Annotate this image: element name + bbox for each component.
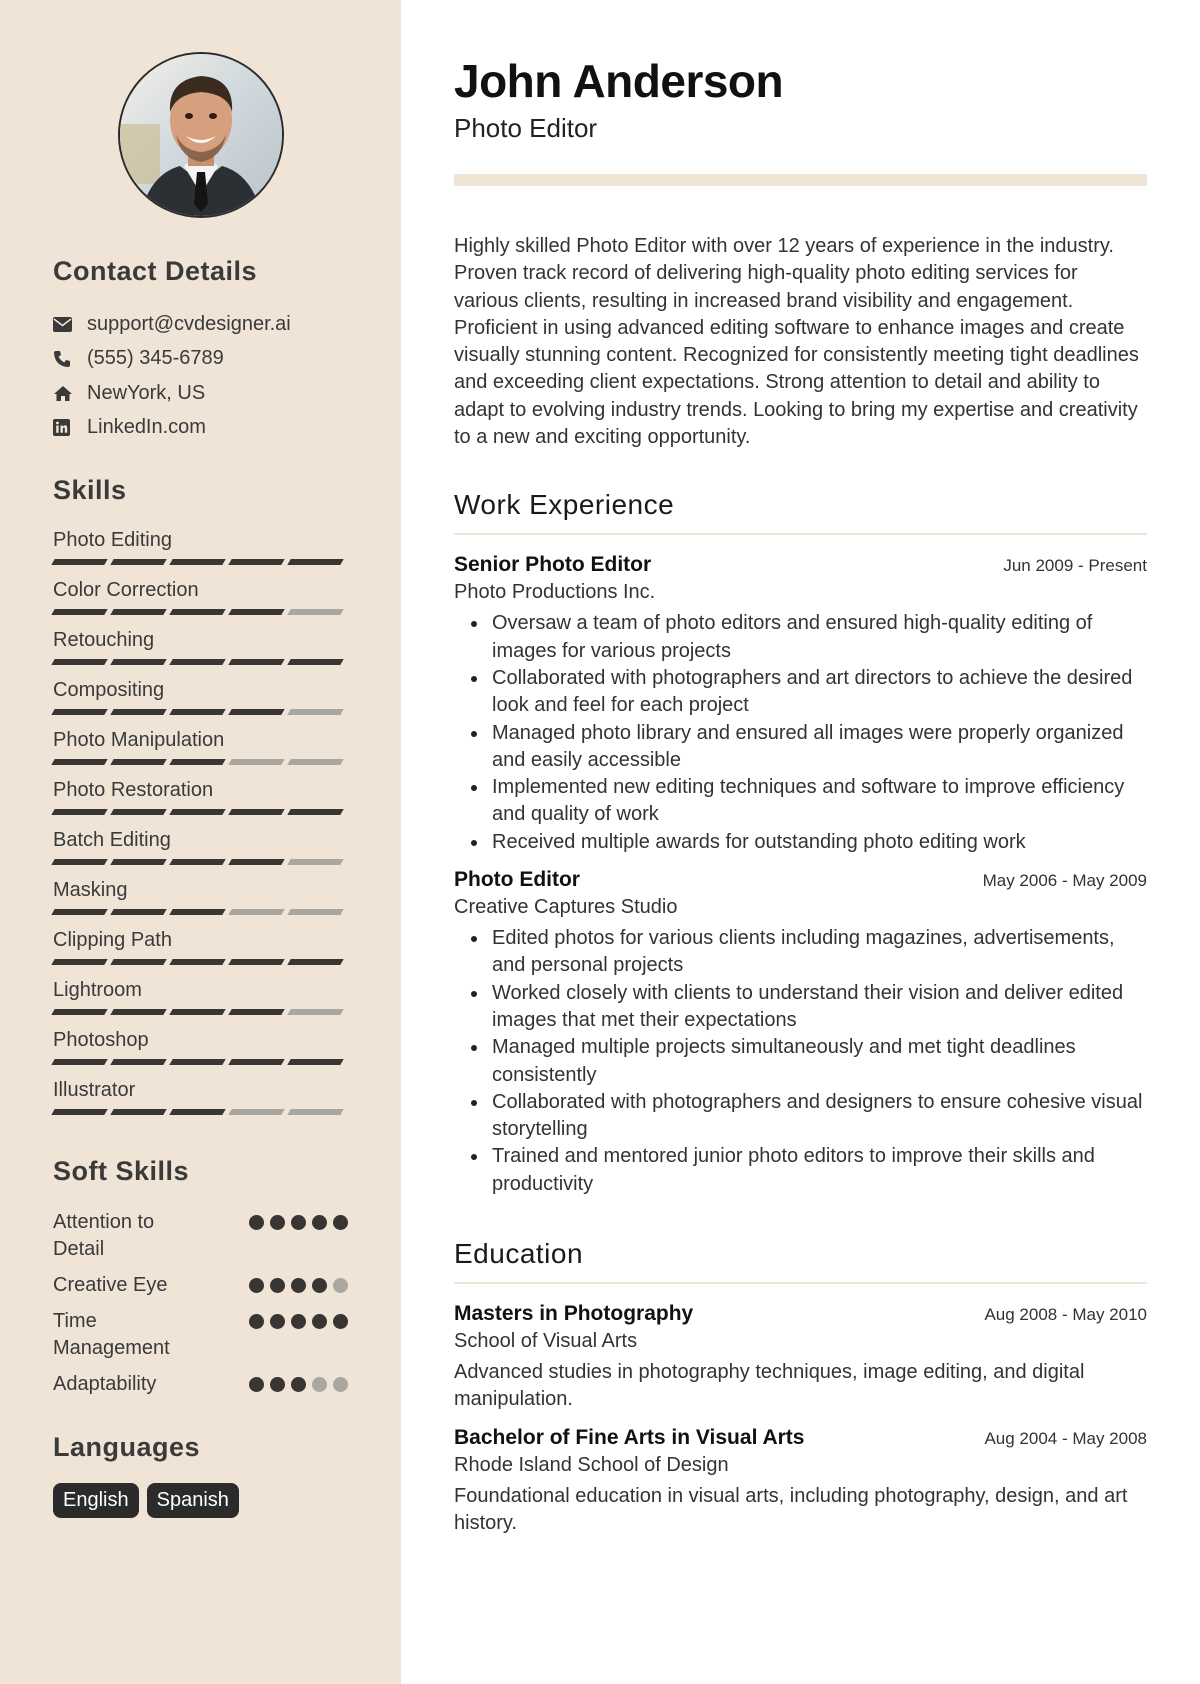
contact-linkedin-text: LinkedIn.com <box>87 416 206 439</box>
education-degree: Bachelor of Fine Arts in Visual Arts <box>454 1425 805 1449</box>
soft-skill-rating <box>249 1371 348 1392</box>
job-bullet: Collaborated with photographers and designers to ensure cohesive visual storytelling <box>454 1089 1147 1144</box>
contact-phone-text: (555) 345-6789 <box>87 347 224 370</box>
rating-dot <box>249 1215 264 1230</box>
skill-level-segment <box>228 809 284 815</box>
skill-level-bar <box>53 609 348 615</box>
soft-skill-rating <box>249 1308 348 1329</box>
skill-name: Illustrator <box>53 1079 136 1101</box>
job-bullet: Edited photos for various clients including magazines, advertisements, and personal projects <box>454 925 1147 980</box>
skill-level-segment <box>51 709 107 715</box>
skill-level-segment <box>287 1059 343 1065</box>
skill-item <box>53 978 348 1028</box>
skill-level-segment <box>228 959 284 965</box>
skill-level-bar <box>53 1059 348 1065</box>
language-list <box>53 1483 348 1518</box>
home-icon <box>53 385 87 402</box>
contact-list <box>53 307 348 445</box>
rating-dot <box>249 1278 264 1293</box>
skill-level-bar <box>53 859 348 865</box>
soft-skill-name-line: Adaptability <box>53 1373 157 1395</box>
skill-name: Retouching <box>53 629 155 651</box>
skill-name: Photoshop <box>53 1029 149 1051</box>
portrait-illustration <box>120 54 282 216</box>
contact-email-text: support@cvdesigner.ai <box>87 312 291 335</box>
job-company: Creative Captures Studio <box>454 896 678 919</box>
skill-name: Photo Restoration <box>53 779 214 801</box>
skill-level-segment <box>287 809 343 815</box>
skill-level-segment <box>287 909 343 915</box>
skill-level-segment <box>169 1059 225 1065</box>
linkedin-icon <box>53 419 87 436</box>
rating-dot <box>333 1314 348 1329</box>
skill-level-segment <box>110 759 166 765</box>
skill-level-segment <box>51 859 107 865</box>
envelope-icon <box>53 317 87 332</box>
soft-skill-item <box>53 1272 348 1299</box>
soft-skill-name-line: Attention to <box>53 1211 155 1233</box>
skill-level-segment <box>169 809 225 815</box>
skill-level-segment <box>51 959 107 965</box>
rating-dot <box>333 1278 348 1293</box>
contact-location-text: NewYork, US <box>87 381 206 404</box>
skill-level-segment <box>110 609 166 615</box>
skill-level-segment <box>169 1009 225 1015</box>
skill-level-segment <box>287 759 343 765</box>
skill-level-segment <box>51 1109 107 1115</box>
skill-list <box>53 528 348 1128</box>
education-description: Advanced studies in photography techniques, image editing, and digital manipulation. <box>454 1361 1085 1411</box>
rating-dot <box>333 1377 348 1392</box>
soft-skill-name <box>53 1209 233 1263</box>
job-dates: Jun 2009 - Present <box>1003 556 1147 576</box>
skill-level-segment <box>287 859 343 865</box>
skill-level-segment <box>110 659 166 665</box>
rating-dot <box>270 1314 285 1329</box>
contact-phone[interactable] <box>53 342 348 377</box>
work-experience-heading: Work Experience <box>454 489 675 521</box>
skill-level-segment <box>228 909 284 915</box>
skill-level-segment <box>287 959 343 965</box>
skill-name: Lightroom <box>53 979 142 1001</box>
skill-item <box>53 928 348 978</box>
skill-level-bar <box>53 659 348 665</box>
candidate-name: John Anderson <box>454 55 784 107</box>
skill-level-segment <box>228 1109 284 1115</box>
skill-level-segment <box>169 659 225 665</box>
job-bullet: Implemented new editing techniques and software to improve efficiency and quality of work <box>454 774 1147 829</box>
skill-level-segment <box>287 709 343 715</box>
job-bullet: Managed multiple projects simultaneously and met tight deadlines consistently <box>454 1034 1147 1089</box>
rating-dot <box>249 1377 264 1392</box>
header-divider <box>454 174 1147 186</box>
job-header <box>454 868 1147 892</box>
skill-level-bar <box>53 1009 348 1015</box>
skill-level-segment <box>169 559 225 565</box>
skill-item <box>53 728 348 778</box>
education-divider <box>454 1282 1147 1284</box>
skill-level-segment <box>51 1059 107 1065</box>
soft-skill-name-line: Creative Eye <box>53 1274 168 1296</box>
job-company: Photo Productions Inc. <box>454 581 656 604</box>
work-experience-list <box>454 553 1147 1198</box>
skill-level-segment <box>228 1009 284 1015</box>
skill-level-segment <box>228 859 284 865</box>
soft-skills-heading: Soft Skills <box>53 1156 190 1186</box>
skill-level-segment <box>169 759 225 765</box>
skill-name: Color Correction <box>53 579 199 601</box>
job-entry <box>454 868 1147 1198</box>
skill-level-segment <box>228 1059 284 1065</box>
skill-level-segment <box>110 809 166 815</box>
skill-level-segment <box>228 759 284 765</box>
skill-level-bar <box>53 1109 348 1115</box>
skill-level-segment <box>287 1009 343 1015</box>
skill-level-segment <box>169 1109 225 1115</box>
education-dates: Aug 2008 - May 2010 <box>984 1305 1147 1325</box>
skill-item <box>53 578 348 628</box>
skill-item <box>53 628 348 678</box>
main-content <box>401 0 1200 1684</box>
soft-skills-list <box>53 1209 348 1398</box>
skill-level-segment <box>110 959 166 965</box>
skill-level-segment <box>51 809 107 815</box>
job-bullet: Oversaw a team of photo editors and ensured high-quality editing of images for various projects <box>454 610 1147 665</box>
skill-level-segment <box>51 759 107 765</box>
skill-level-segment <box>51 909 107 915</box>
profile-photo-wrapper <box>53 0 348 218</box>
education-entry <box>454 1302 1147 1414</box>
job-dates: May 2006 - May 2009 <box>982 871 1147 891</box>
soft-skill-rating <box>249 1209 348 1230</box>
rating-dot <box>270 1215 285 1230</box>
language-badge: English <box>53 1483 139 1518</box>
profile-summary: Highly skilled Photo Editor with over 12 years of experience in the industry. Proven track record of delivering high-quality photo editing services for various clients, resulting in increased brand visibility and engagement. Proficient in using advanced editing software to enhance images and create visually stunning content. Recognized for consistently meeting tight deadlines and exceeding client expectations. Strong attention to detail and ability to adapt to evolving industry trends. Looking to bring my expertise and creativity to a new and exciting opportunity. <box>454 235 1139 449</box>
education-header <box>454 1426 1147 1450</box>
education-school: School of Visual Arts <box>454 1330 638 1353</box>
skill-item <box>53 778 348 828</box>
education-heading: Education <box>454 1238 584 1270</box>
profile-photo <box>118 52 284 218</box>
education-degree: Masters in Photography <box>454 1302 694 1326</box>
skill-level-segment <box>228 559 284 565</box>
skill-level-bar <box>53 959 348 965</box>
skill-level-segment <box>169 959 225 965</box>
skill-level-segment <box>110 1109 166 1115</box>
rating-dot <box>270 1278 285 1293</box>
soft-skill-name <box>53 1371 233 1398</box>
skill-level-segment <box>228 709 284 715</box>
sidebar <box>0 0 401 1684</box>
soft-skill-name <box>53 1272 233 1299</box>
skill-level-segment <box>110 709 166 715</box>
skill-level-segment <box>287 1109 343 1115</box>
rating-dot <box>312 1215 327 1230</box>
skill-name: Compositing <box>53 679 165 701</box>
skill-level-segment <box>110 859 166 865</box>
education-description: Foundational education in visual arts, including photography, design, and art history. <box>454 1484 1128 1534</box>
soft-skill-name-line: Management <box>53 1337 170 1359</box>
contact-heading: Contact Details <box>53 256 258 286</box>
job-title: Photo Editor <box>454 868 580 892</box>
skill-item <box>53 678 348 728</box>
job-bullet: Trained and mentored junior photo editors to improve their skills and productivity <box>454 1143 1147 1198</box>
education-dates: Aug 2004 - May 2008 <box>984 1428 1147 1448</box>
phone-icon <box>53 350 87 368</box>
skill-level-segment <box>287 659 343 665</box>
skills-heading: Skills <box>53 475 127 505</box>
job-title: Senior Photo Editor <box>454 553 652 577</box>
rating-dot <box>249 1314 264 1329</box>
skill-level-bar <box>53 909 348 915</box>
language-badge: Spanish <box>147 1483 239 1518</box>
education-list <box>454 1302 1147 1537</box>
soft-skill-name-line: Detail <box>53 1238 105 1260</box>
languages-heading: Languages <box>53 1432 201 1462</box>
job-bullet: Worked closely with clients to understand their vision and deliver edited images that met their expectations <box>454 980 1147 1035</box>
job-bullet: Collaborated with photographers and art directors to achieve the desired look and feel for each project <box>454 665 1147 720</box>
contact-linkedin[interactable] <box>53 411 348 446</box>
job-bullet: Managed photo library and ensured all images were properly organized and easily accessible <box>454 720 1147 775</box>
skill-level-segment <box>110 1059 166 1065</box>
education-header <box>454 1302 1147 1326</box>
skill-item <box>53 1028 348 1078</box>
skill-level-segment <box>169 859 225 865</box>
skill-level-segment <box>169 609 225 615</box>
soft-skill-item <box>53 1209 348 1263</box>
job-bullets <box>454 925 1147 1198</box>
rating-dot <box>291 1377 306 1392</box>
rating-dot <box>291 1215 306 1230</box>
skill-level-segment <box>287 609 343 615</box>
skill-level-segment <box>110 559 166 565</box>
candidate-title: Photo Editor <box>454 113 598 143</box>
job-header <box>454 553 1147 577</box>
skill-level-segment <box>169 909 225 915</box>
job-bullet: Received multiple awards for outstanding photo editing work <box>454 829 1147 856</box>
skill-level-segment <box>51 659 107 665</box>
soft-skill-item <box>53 1308 348 1362</box>
soft-skill-name-line: Time <box>53 1310 97 1332</box>
soft-skill-rating <box>249 1272 348 1293</box>
skill-level-segment <box>51 609 107 615</box>
rating-dot <box>312 1377 327 1392</box>
skill-level-segment <box>110 909 166 915</box>
skill-level-bar <box>53 709 348 715</box>
skill-level-segment <box>110 1009 166 1015</box>
skill-item <box>53 1078 348 1128</box>
rating-dot <box>291 1278 306 1293</box>
rating-dot <box>333 1215 348 1230</box>
skill-level-bar <box>53 809 348 815</box>
skill-level-segment <box>228 659 284 665</box>
education-entry <box>454 1426 1147 1538</box>
rating-dot <box>270 1377 285 1392</box>
work-experience-divider <box>454 533 1147 535</box>
rating-dot <box>312 1314 327 1329</box>
job-entry <box>454 553 1147 856</box>
soft-skill-item <box>53 1371 348 1398</box>
skill-level-segment <box>228 609 284 615</box>
job-bullets <box>454 610 1147 856</box>
skill-name: Batch Editing <box>53 829 171 851</box>
soft-skill-name <box>53 1308 233 1362</box>
skill-level-segment <box>287 559 343 565</box>
skill-name: Photo Editing <box>53 529 172 551</box>
education-school: Rhode Island School of Design <box>454 1453 729 1476</box>
skill-item <box>53 828 348 878</box>
skill-level-bar <box>53 559 348 565</box>
skill-level-segment <box>51 559 107 565</box>
rating-dot <box>291 1314 306 1329</box>
contact-location <box>53 376 348 411</box>
skill-item <box>53 878 348 928</box>
skill-name: Photo Manipulation <box>53 729 225 751</box>
skill-level-bar <box>53 759 348 765</box>
contact-email[interactable] <box>53 307 348 342</box>
skill-item <box>53 528 348 578</box>
rating-dot <box>312 1278 327 1293</box>
skill-name: Masking <box>53 879 128 901</box>
skill-name: Clipping Path <box>53 929 172 951</box>
skill-level-segment <box>51 1009 107 1015</box>
skill-level-segment <box>169 709 225 715</box>
